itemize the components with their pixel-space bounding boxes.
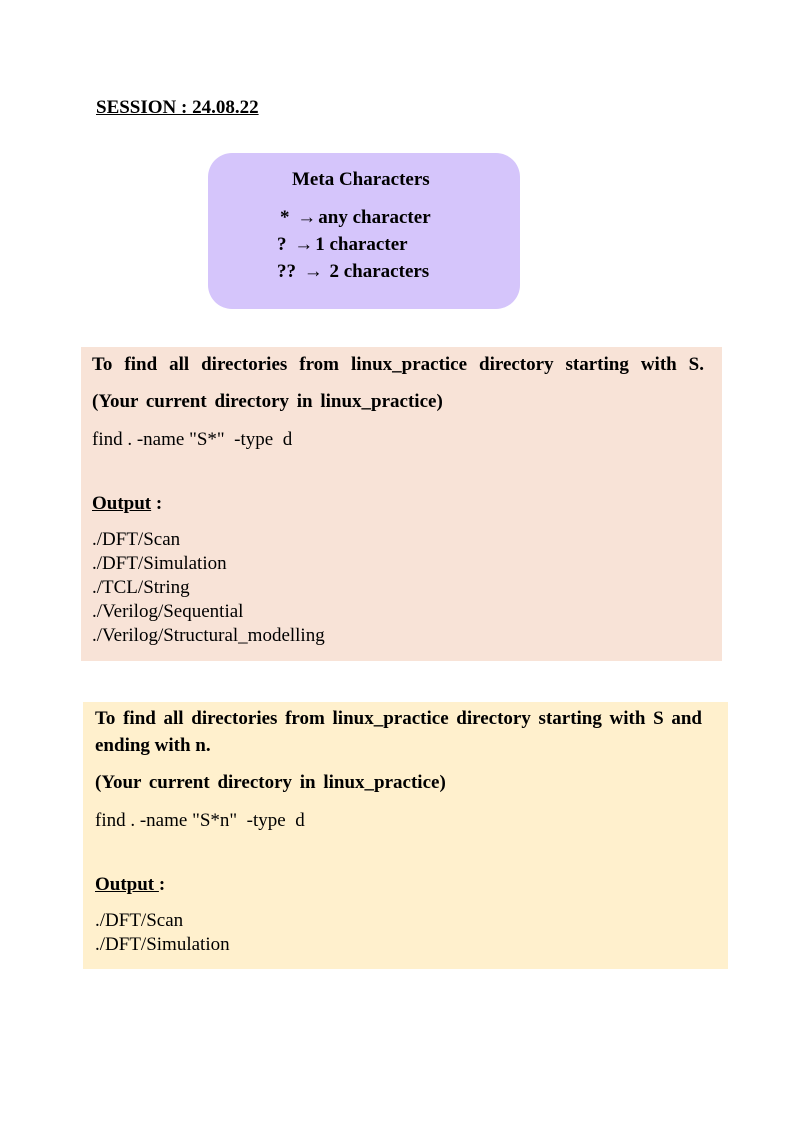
result-item: ./DFT/Scan xyxy=(95,910,184,931)
right-arrow-icon: → xyxy=(294,234,314,255)
example-1-command: find . -name "S*" -type d xyxy=(92,429,293,450)
output-label-colon: : xyxy=(158,874,166,895)
example-2-results xyxy=(95,909,230,957)
result-item: ./Verilog/Structural_modelling xyxy=(92,625,325,646)
example-1-results xyxy=(92,528,325,648)
meta-item-question xyxy=(277,234,408,256)
output-label-text: Output xyxy=(95,874,159,895)
output-label-text: Output xyxy=(92,493,152,514)
result-item: ./Verilog/Sequential xyxy=(92,601,244,622)
result-item: ./TCL/String xyxy=(92,577,190,598)
example-2-output-label xyxy=(95,874,165,896)
example-1-note: (Your current directory in linux_practice) xyxy=(92,391,443,412)
right-arrow-icon: → xyxy=(297,207,317,228)
example-1-heading: To find all directories from linux_practice directory starting with S. xyxy=(92,354,704,375)
example-2-command: find . -name "S*n" -type d xyxy=(95,810,305,831)
meta-symbol: ?? xyxy=(277,261,296,282)
meta-meaning: any character xyxy=(318,207,431,228)
result-item: ./DFT/Simulation xyxy=(95,934,230,955)
meta-characters-box xyxy=(208,153,520,309)
output-label-colon: : xyxy=(151,493,163,514)
session-title: SESSION : 24.08.22 xyxy=(96,97,259,118)
meta-symbol: ? xyxy=(277,234,287,255)
meta-item-star xyxy=(280,207,431,229)
result-item: ./DFT/Scan xyxy=(92,529,181,550)
meta-meaning: 1 character xyxy=(315,234,408,255)
meta-meaning: 2 characters xyxy=(329,261,430,282)
meta-symbol: * xyxy=(280,207,290,228)
example-1-output-label xyxy=(92,493,162,515)
example-2-heading: To find all directories from linux_practice directory starting with S and ending with n. xyxy=(95,708,702,756)
meta-item-double-question xyxy=(277,261,429,283)
example-card-1 xyxy=(81,347,722,661)
example-card-2 xyxy=(83,702,728,969)
example-2-note: (Your current directory in linux_practice) xyxy=(95,772,446,793)
result-item: ./DFT/Simulation xyxy=(92,553,227,574)
meta-characters-title: Meta Characters xyxy=(292,169,430,190)
right-arrow-icon: → xyxy=(303,261,323,282)
